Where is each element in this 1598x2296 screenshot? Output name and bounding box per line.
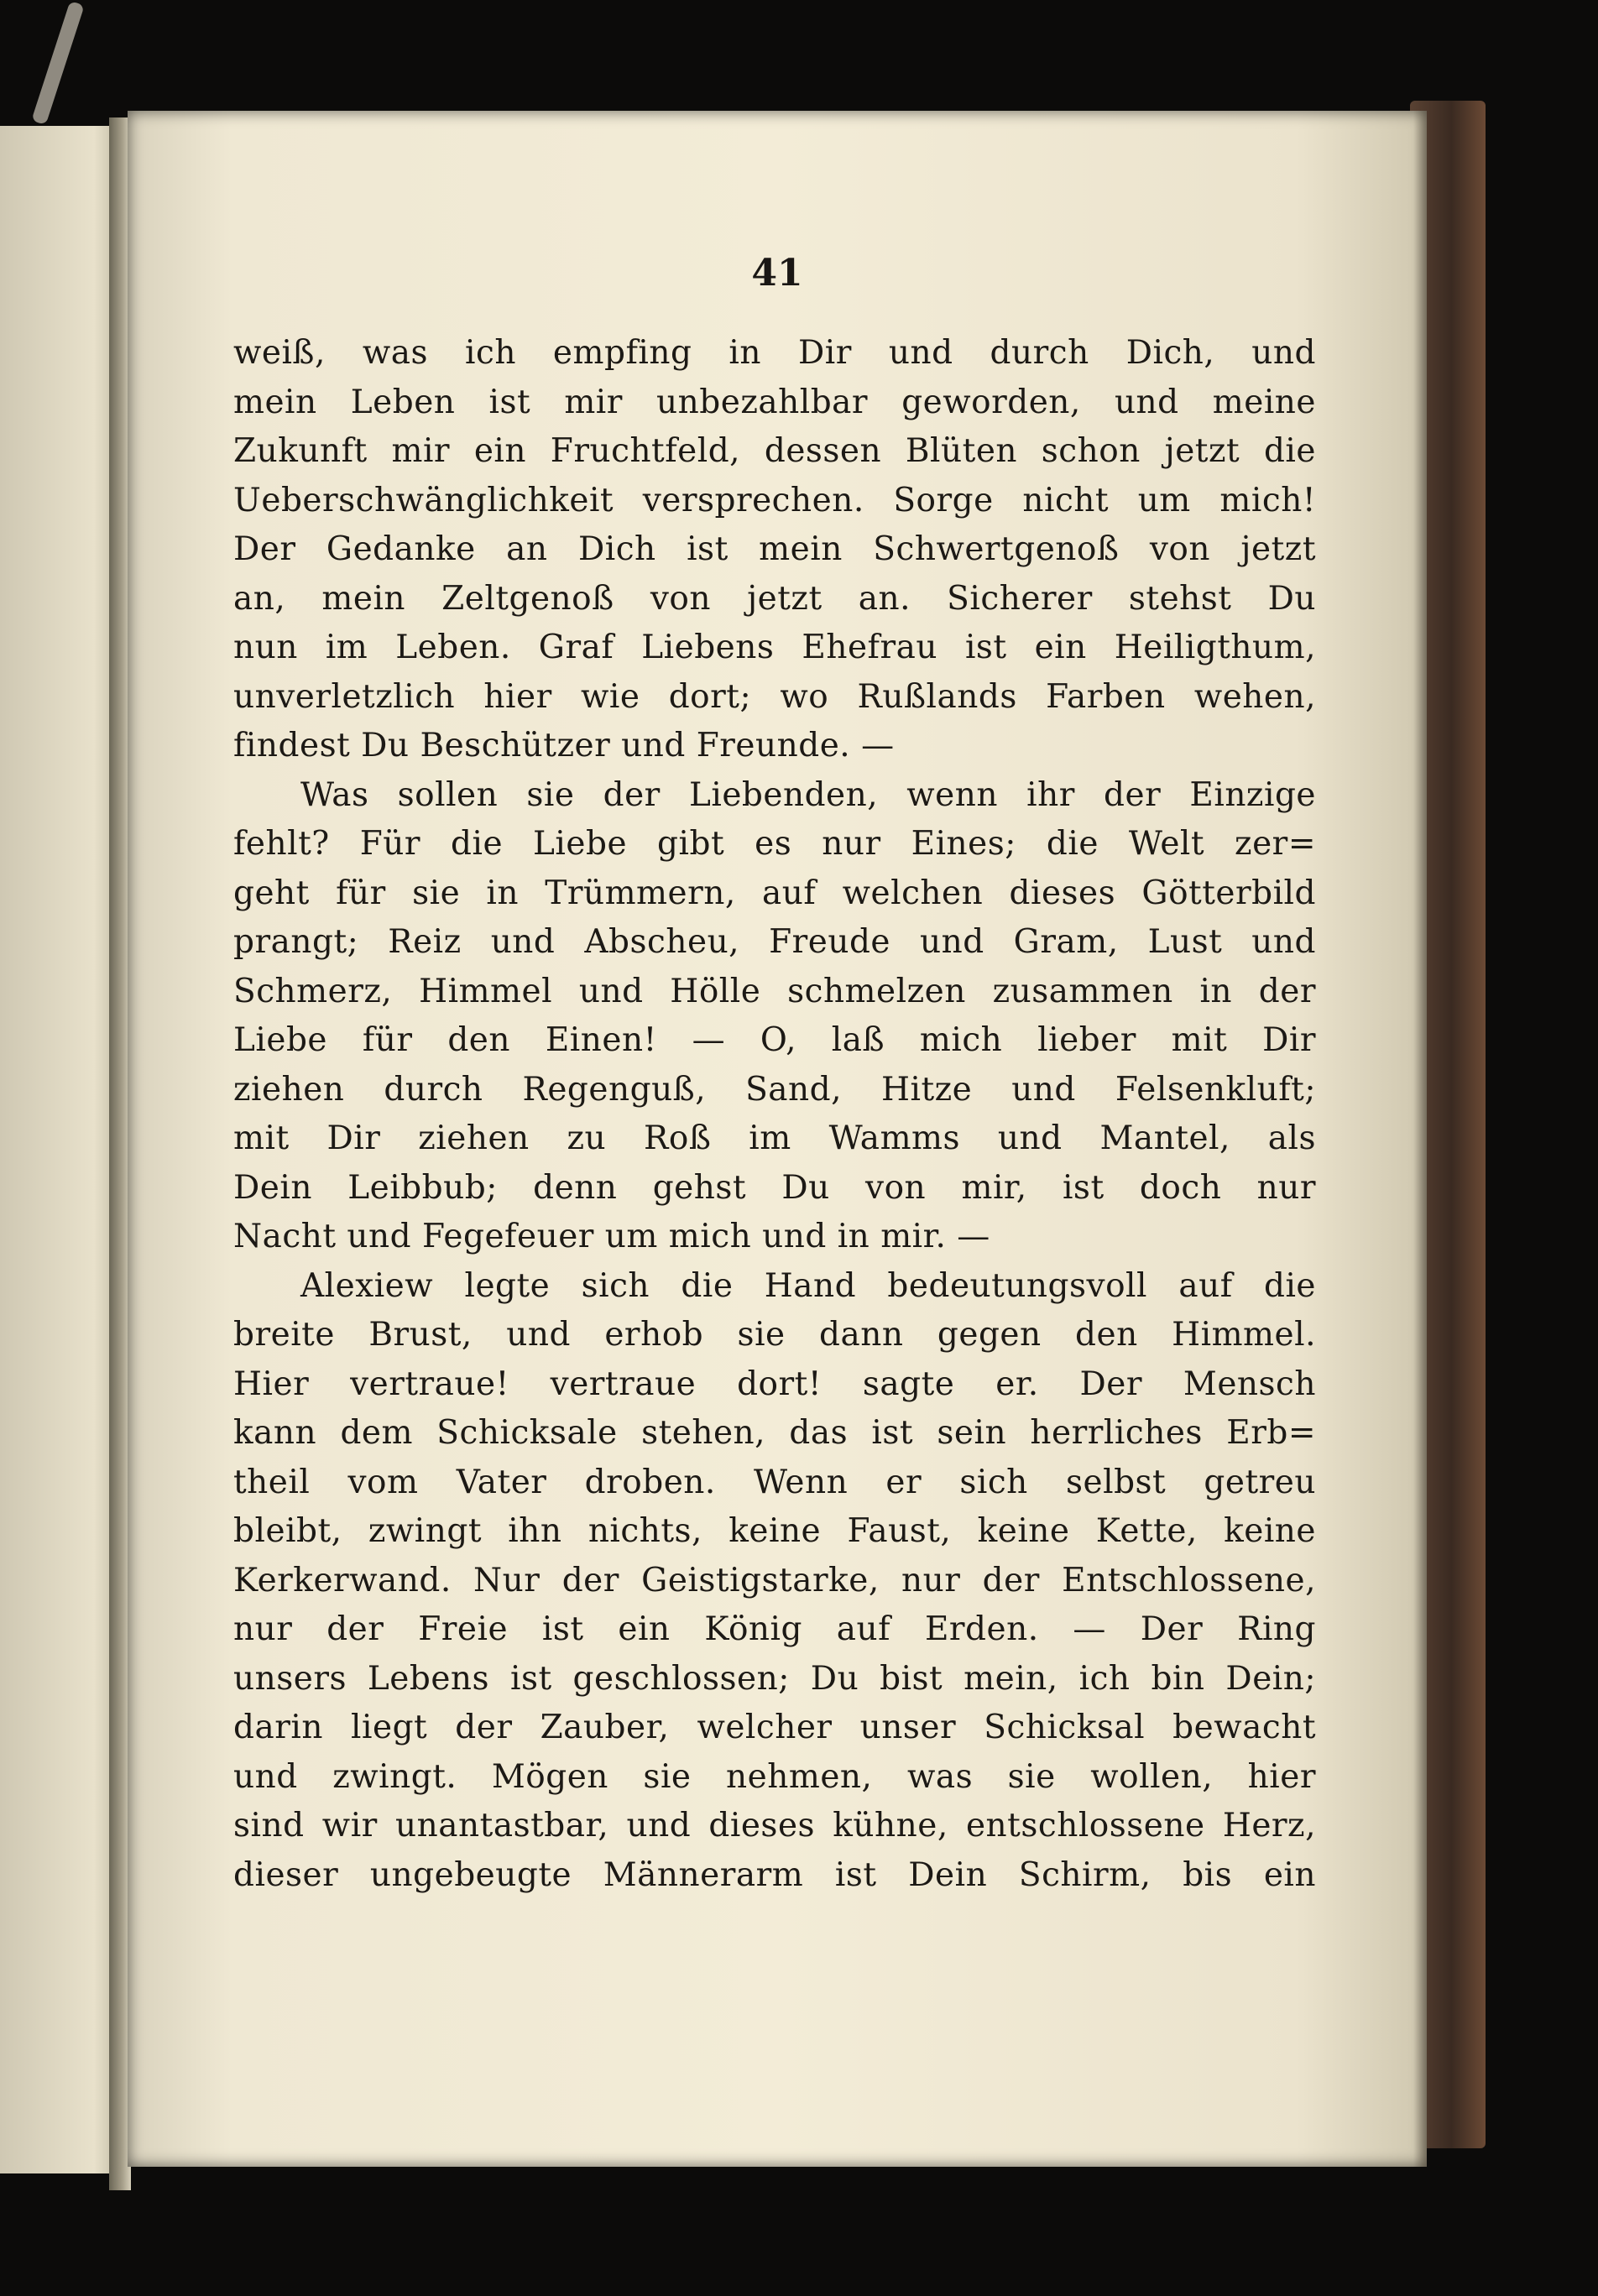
book-page <box>128 111 1427 2167</box>
text-line: Zukunft mir ein Fruchtfeld, dessen Blüten schon jetzt die <box>233 432 1316 470</box>
bookmark-string <box>31 1 84 125</box>
text-line: bleibt, zwingt ihn nichts, keine Faust, keine Kette, keine <box>233 1512 1316 1550</box>
text-line: nun im Leben. Graf Liebens Ehefrau ist ein Heiligthum, <box>233 629 1316 666</box>
text-line: nur der Freie ist ein König auf Erden. — Der Ring <box>233 1610 1316 1648</box>
text-line: Liebe für den Einen! — O, laß mich lieber mit Dir <box>233 1021 1316 1059</box>
text-line: Was sollen sie der Liebenden, wenn ihr der Einzige <box>300 775 1316 814</box>
page-text <box>233 329 1316 1900</box>
text-line: breite Brust, und erhob sie dann gegen den Himmel. <box>233 1316 1316 1354</box>
text-line: theil vom Vater droben. Wenn er sich selbst getreu <box>233 1463 1316 1501</box>
text-line: unsers Lebens ist geschlossen; Du bist mein, ich bin Dein; <box>233 1659 1316 1698</box>
text-line: findest Du Beschützer und Freunde. — <box>233 727 895 764</box>
text-line: Ueberschwänglichkeit versprechen. Sorge nicht um mich! <box>233 481 1316 519</box>
text-line: Kerkerwand. Nur der Geistigstarke, nur der Entschlossene, <box>233 1561 1316 1599</box>
left-page-edge <box>0 126 126 2173</box>
text-line: Dein Leibbub; denn gehst Du von mir, ist doch nur <box>233 1168 1316 1207</box>
text-line: Alexiew legte sich die Hand bedeutungsvoll auf die <box>300 1266 1316 1305</box>
page-shadow-edge <box>1413 111 1427 2167</box>
text-line: dieser ungebeugte Männerarm ist Dein Schirm, bis ein <box>233 1855 1316 1894</box>
text-line: mein Leben ist mir unbezahlbar geworden, und meine <box>233 383 1316 421</box>
text-line: geht für sie in Trümmern, auf welchen dieses Götterbild <box>233 874 1316 912</box>
text-line: und zwingt. Mögen sie nehmen, was sie wollen, hier <box>233 1757 1316 1796</box>
text-line: Der Gedanke an Dich ist mein Schwertgenoß von jetzt <box>233 530 1316 568</box>
text-line: mit Dir ziehen zu Roß im Wamms und Mantel, als <box>233 1119 1316 1157</box>
text-line: Nacht und Fegefeuer um mich und in mir. — <box>233 1218 990 1255</box>
text-line: sind wir unantastbar, und dieses kühne, entschlossene Herz, <box>233 1807 1316 1845</box>
text-line: ziehen durch Regenguß, Sand, Hitze und Felsenkluft; <box>233 1070 1316 1109</box>
text-line: fehlt? Für die Liebe gibt es nur Eines; die Welt zer= <box>233 825 1316 863</box>
text-line: unverletzlich hier wie dort; wo Rußlands Farben wehen, <box>233 677 1316 716</box>
page-number: 41 <box>751 252 803 295</box>
text-line: darin liegt der Zauber, welcher unser Schicksal bewacht <box>233 1709 1316 1746</box>
text-line: an, mein Zeltgenoß von jetzt an. Sicherer stehst Du <box>233 579 1316 618</box>
text-line: Hier vertraue! vertraue dort! sagte er. Der Mensch <box>233 1365 1316 1403</box>
text-line: weiß, was ich empfing in Dir und durch Dich, und <box>233 334 1316 372</box>
text-line: kann dem Schicksale stehen, das ist sein herrliches Erb= <box>233 1414 1316 1452</box>
text-line: prangt; Reiz und Abscheu, Freude und Gram, Lust und <box>233 923 1316 961</box>
text-line: Schmerz, Himmel und Hölle schmelzen zusammen in der <box>233 972 1316 1010</box>
